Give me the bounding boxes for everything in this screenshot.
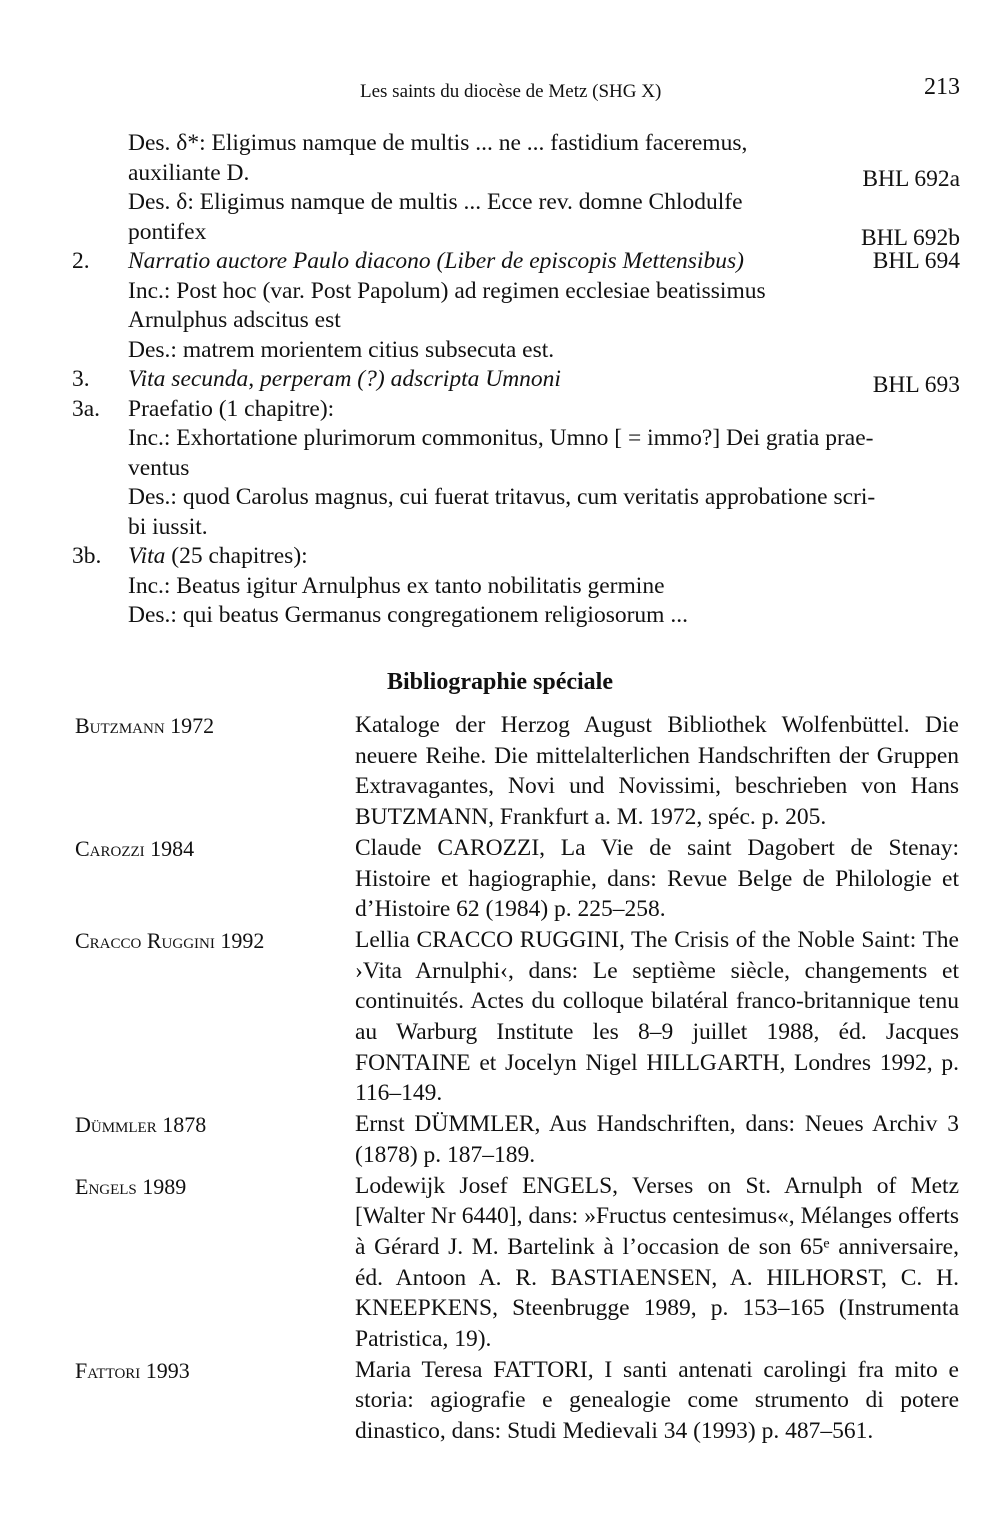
bhl-number: BHL 694 [872,248,960,274]
bibliography-entry [0,833,1000,925]
bibliography-text: Ernst DÜMMLER, Aus Handschriften, dans: Neues Archiv 3 (1878) p. 187–189. [355,1111,959,1168]
entry-line [0,571,1000,601]
line-text: (25 chapitres): [165,543,308,569]
bibliography-entry [0,1109,1000,1170]
bibliography-entry [0,1171,1000,1355]
bibliography-text: Maria Teresa FATTORI, I santi antenati carolingi fra mito e storia: agiografie e genealogie come strumento di potere dinastico, dans: Studi Medievali 34 (1993) p. 487–561. [355,1356,959,1445]
bibliography-text: Claude CAROZZI, La Vie de saint Dagobert de Stenay: Histoire et hagiographie, dans: Revue Belge de Philologie et d’Histoire 62 (1984) p. 225–258. [355,834,959,923]
line-text [128,541,308,572]
bibliography-entry [0,710,1000,833]
page-header [0,72,1000,106]
entry-line [0,512,1000,542]
bhl-number: BHL 693 [872,372,960,398]
entry-line [0,276,1000,306]
work-title: Narratio auctore Paulo diacono (Liber de episcopis Mettensibus) [128,248,744,274]
entry-line [0,305,1000,335]
page-number: 213 [924,74,960,100]
line-text: Inc.: Post hoc (var. Post Papolum) ad regimen ecclesiae beatissimus [128,277,766,304]
entry-line [0,394,1000,424]
line-text: Des.: quod Carolus magnus, cui fuerat tritavus, cum veritatis approbatione scri- [128,484,876,510]
entry-line [0,128,1000,158]
item-number: 2. [72,248,90,274]
bibliography-key: Cracco Ruggini 1992 [75,927,265,953]
line-text: Des.: qui beatus Germanus congregationem religiosorum ... [128,602,688,628]
line-text: Des. δ: Eligimus namque de multis ... Ecce rev. domne Chlodulfe [128,189,743,215]
bibliography-key: Fattori 1993 [75,1357,190,1383]
entry-line [0,187,1000,217]
line-text: Inc.: Exhortatione plurimorum commonitus, Umno [ = immo?] Dei gratia prae- [128,425,874,451]
entry-line [0,335,1000,365]
manuscript-entries [0,128,1000,630]
bibliography-entry [0,925,1000,1109]
item-number: 3a. [72,395,101,422]
line-text: Arnulphus adscitus est [128,307,341,333]
entry-line [0,482,1000,512]
entry-line [0,158,1000,192]
line-text: bi iussit. [128,513,208,540]
section-title: Bibliographie spéciale [386,669,613,695]
entry-line [0,364,1000,398]
line-text: Des.: matrem morientem citius subsecuta est. [128,336,555,363]
line-text: auxiliante D. [128,159,250,186]
bibliography-list [0,710,1000,1447]
line-text: Inc.: Beatus igitur Arnulphus ex tanto nobilitatis germine [128,572,665,599]
bibliography-text: Lodewijk Josef ENGELS, Verses on St. Arnulph of Metz [Walter Nr 6440], dans: »Fructus centesimus«, Mélanges offerts à Gérard J. M. Bartelink à l’occasion de son 65ᵉ anniversaire, éd. Antoon A. R. BASTIAENSEN, A. HILHORST, C. H. KNEEPKENS, Steenbrugge 1989, p. 153–165 (Instrumenta Patristica, 19). [355,1172,959,1353]
bhl-number: BHL 692b [860,224,960,251]
line-text: pontifex [128,218,207,245]
item-number: 3. [72,366,90,392]
work-title: Vita secunda, perperam (?) adscripta Umnoni [128,366,561,392]
entry-line [0,217,1000,251]
work-title: Vita [128,543,166,569]
entry-line [0,600,1000,630]
bhl-number: BHL 692a [862,165,960,192]
entry-line [0,453,1000,483]
bibliography-key: Engels 1989 [75,1173,187,1199]
line-text: Praefatio (1 chapitre): [128,395,335,422]
running-title: Les saints du diocèse de Metz (SHG X) [360,81,662,102]
line-text: Des. δ*: Eligimus namque de multis ... ne ... fastidium faceremus, [128,130,748,156]
bibliography-text: Kataloge der Herzog August Bibliothek Wolfenbüttel. Die neuere Reihe. Die mittelalterlichen Handschriften der Gruppen Extravagantes, Novi und Novissimi, beschrieben von Hans BUTZMANN, Frankfurt a. M. 1972, spéc. p. 205. [355,712,959,831]
item-number: 3b. [72,543,102,569]
bibliography-entry [0,1355,1000,1447]
bibliography-key: Dümmler 1878 [75,1112,207,1138]
bibliography-key: Butzmann 1972 [75,713,215,738]
entry-line [0,246,1000,276]
bibliography-text: Lellia CRACCO RUGGINI, The Crisis of the Noble Saint: The ›Vita Arnulphi‹, dans: Le septième siècle, changements et continuités. Actes du colloque bilatéral franco-britannique tenu au Warburg Institute les 8–9 juillet 1988, éd. Jacques FONTAINE et Jocelyn Nigel HILLGARTH, Londres 1992, p. 116–149. [355,926,959,1107]
bibliography-key: Carozzi 1984 [75,835,195,861]
entry-line [0,423,1000,453]
entry-line [0,541,1000,571]
line-text: ventus [128,454,190,481]
